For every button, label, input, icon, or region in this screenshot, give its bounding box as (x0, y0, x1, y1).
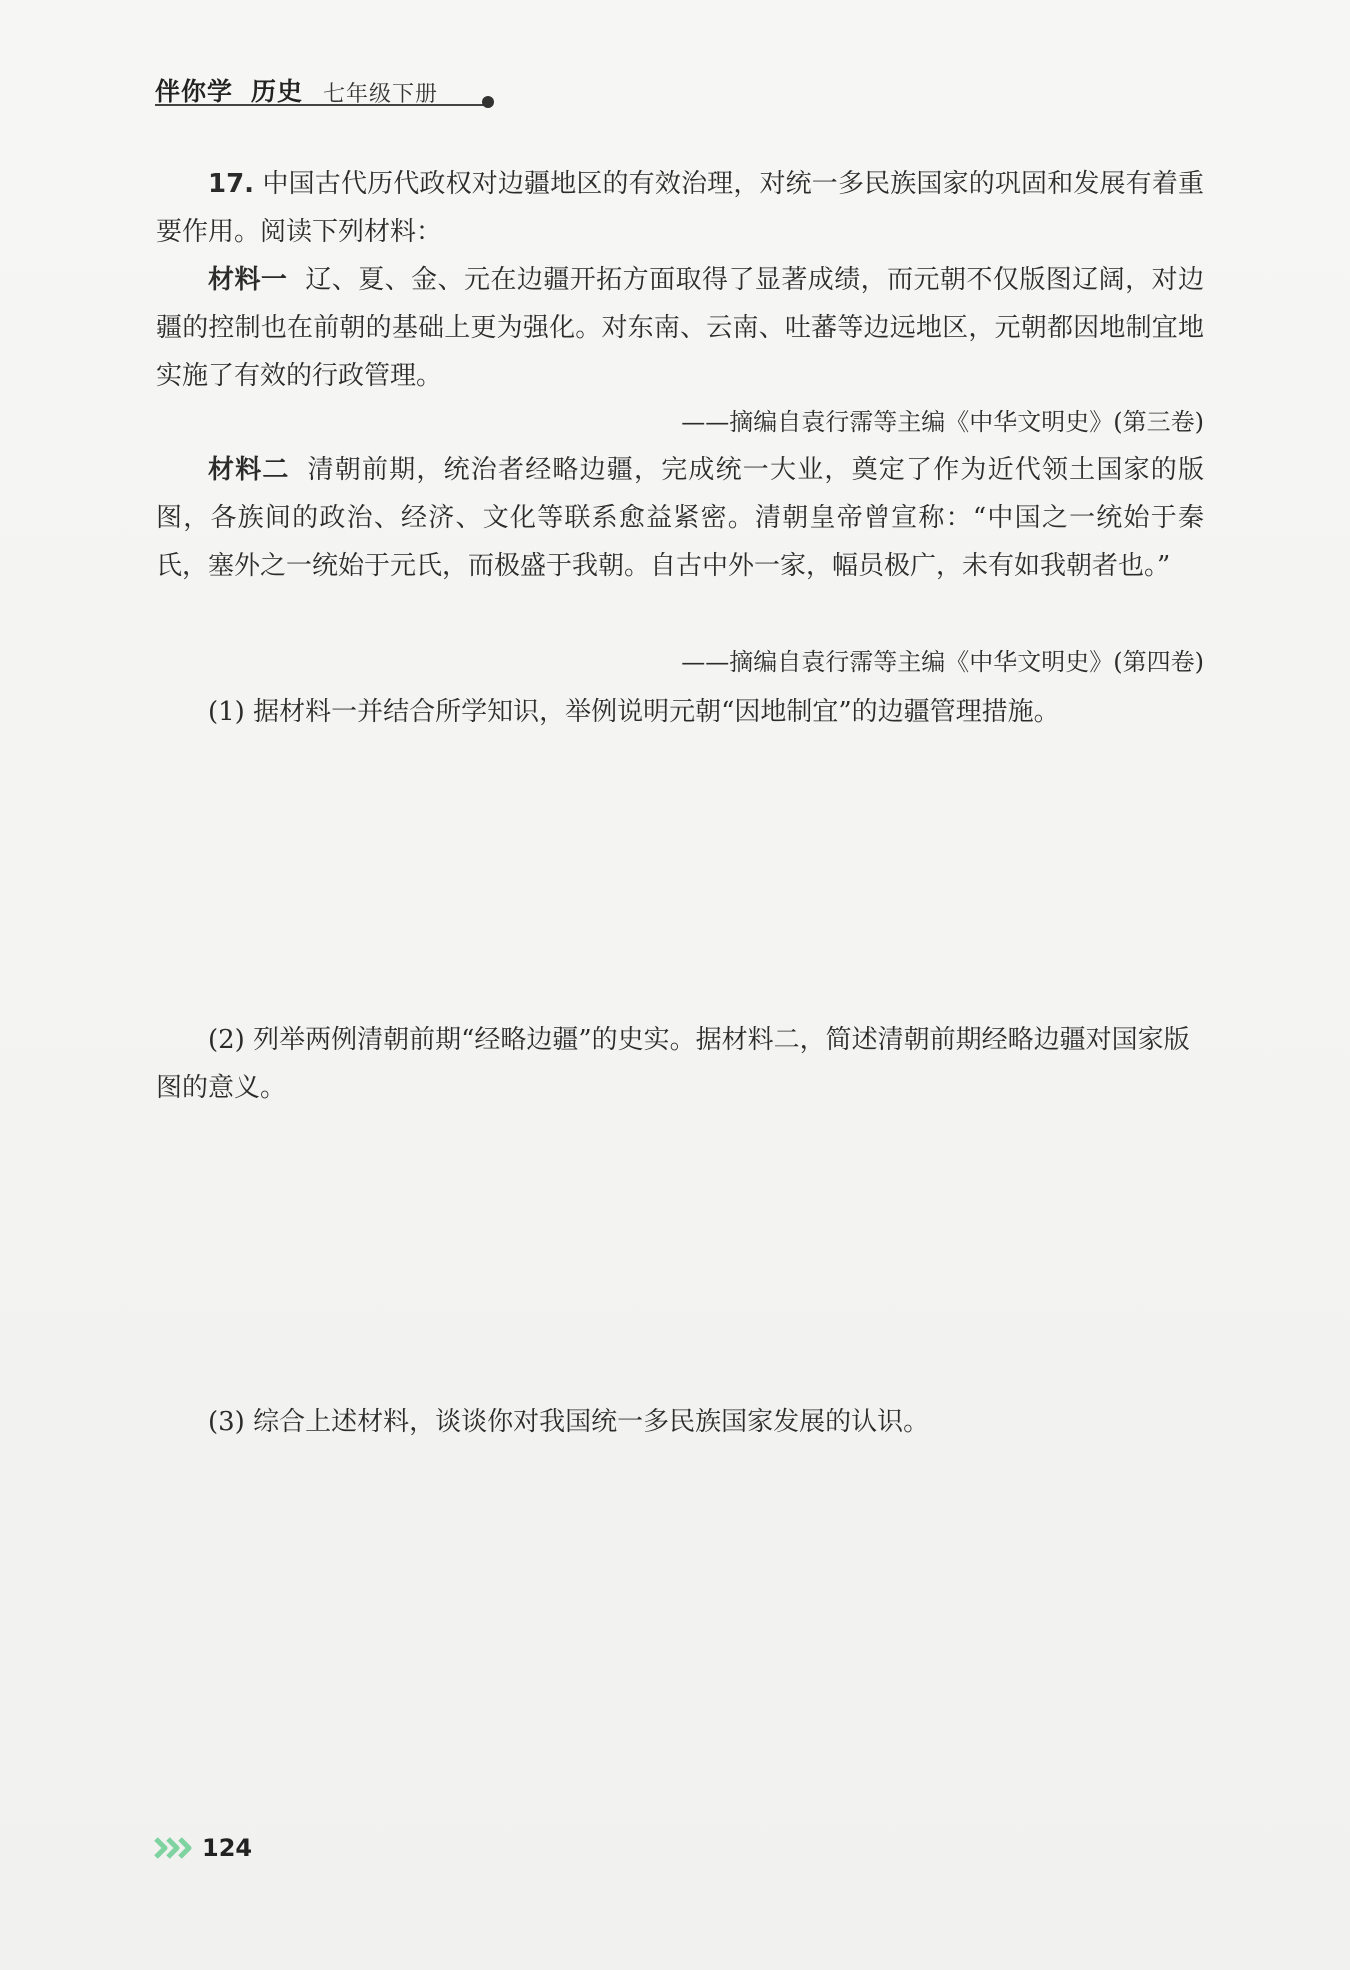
sub-question-1: (1) 据材料一并结合所学知识，举例说明元朝“因地制宜”的边疆管理措施。 (208, 697, 1060, 727)
material-two-label: 材料二 (208, 455, 290, 485)
book-title: 伴你学 (155, 77, 234, 106)
page-number: 124 (202, 1834, 253, 1862)
question-number: 17. (208, 169, 255, 199)
header-rule (155, 104, 485, 106)
material-one-text: 辽、夏、金、元在边疆开拓方面取得了显著成绩，而元朝不仅版图辽阔，对边疆的控制也在前朝的基础上更为强化。对东南、云南、吐蕃等边远地区，元朝都因地制宜地实施了有效的行政管理。 (156, 265, 1204, 391)
header-dot-icon (482, 96, 494, 108)
page-header (155, 68, 438, 108)
question-stem (156, 160, 1204, 256)
question-stem-text: 中国古代历代政权对边疆地区的有效治理，对统一多民族国家的巩固和发展有着重要作用。阅读下列材料： (156, 169, 1204, 247)
sub-question-2: (2) 列举两例清朝前期“经略边疆”的史实。据材料二，简述清朝前期经略边疆对国家版图的意义。 (156, 1025, 1190, 1103)
material-one-source: ——摘编自袁行霈等主编《中华文明史》(第三卷) (681, 408, 1204, 436)
double-chevron-icon (154, 1836, 196, 1860)
material-one-label: 材料一 (208, 265, 288, 295)
grade-label: 七年级下册 (323, 82, 439, 107)
subject-title: 历史 (251, 77, 304, 106)
page-footer (154, 1830, 252, 1866)
material-one (156, 256, 1204, 400)
sub-question-3: (3) 综合上述材料，谈谈你对我国统一多民族国家发展的认识。 (208, 1407, 930, 1437)
material-two (156, 446, 1204, 590)
material-two-text: 清朝前期，统治者经略边疆，完成统一大业，奠定了作为近代领土国家的版图，各族间的政治、经济、文化等联系愈益紧密。清朝皇帝曾宣称：“中国之一统始于秦氏，塞外之一统始于元氏，而极盛于我朝。自古中外一家，幅员极广，未有如我朝者也。” (156, 455, 1204, 581)
material-two-source: ——摘编自袁行霈等主编《中华文明史》(第四卷) (681, 648, 1204, 676)
